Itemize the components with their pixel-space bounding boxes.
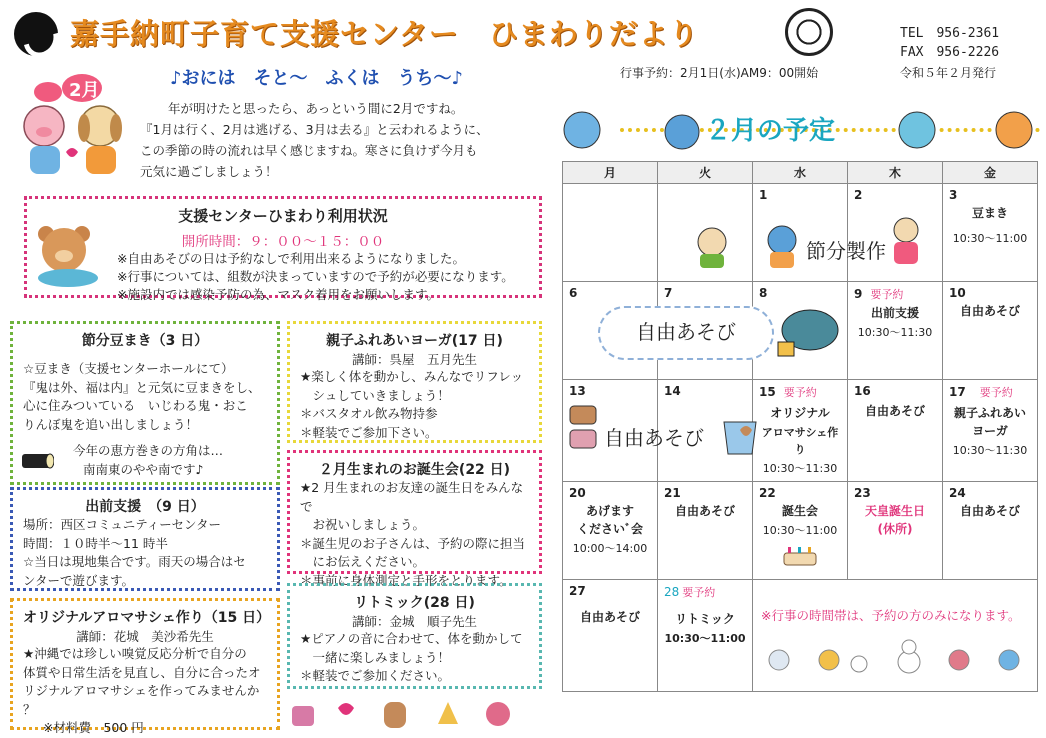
yoga-line: シュしていきましょう！ — [300, 387, 450, 403]
aroma-line: ★沖縄では珍しい嗅覚反応分析で自分の — [23, 646, 247, 661]
day-number: 6 — [569, 286, 578, 300]
day-number: 10 — [949, 286, 966, 300]
outreach-title: 出前支援 （9 日） — [85, 499, 205, 515]
girl-bean-illustration — [880, 214, 934, 274]
day-number: 16 — [854, 384, 871, 398]
event-name: オリジナル — [770, 406, 830, 420]
free-play-bubble: 自由あそび — [598, 306, 774, 360]
setsubun-title: 節分豆まき（3 日） — [81, 333, 209, 349]
event-time: 10:30～11:00 — [952, 232, 1028, 245]
event-name-cont: くださいﾞ会 — [576, 522, 643, 536]
day-number: 3 — [949, 188, 958, 202]
day-number: 27 — [569, 584, 586, 598]
event-name: 自由あそび — [959, 304, 1020, 318]
birthday-line: ＊事前に身体測定と手形をとります。 — [300, 572, 512, 588]
day-number: 28 — [664, 585, 680, 599]
event-time: 10:30～11:30 — [762, 462, 838, 475]
rhythmic-line: ★ピアノの音に合わせて、体を動かして — [300, 631, 523, 646]
event-name: 自由あそび — [579, 610, 640, 624]
reservation-start: 行事予約：2月1日(水)AM9：00開始 — [620, 66, 819, 80]
subtitle: ♪おには そと～ ふくは うち～♪ — [170, 68, 463, 89]
calendar-day-28 — [658, 580, 753, 692]
event-name: 誕生会 — [781, 504, 818, 518]
center-emblem-icon — [785, 8, 833, 56]
aroma-line: リジナルアロマサシェを作ってみませんか — [23, 683, 260, 698]
yoga-line: ＊バスタオル飲み物持参 — [300, 406, 438, 421]
calendar-day-23 — [848, 482, 943, 580]
outreach-box — [10, 487, 280, 591]
pig-and-dog-illustration — [14, 72, 134, 184]
aroma-box — [10, 598, 280, 735]
free-play-label: 自由あそび — [604, 426, 704, 450]
calendar-day-empty — [563, 184, 658, 282]
calendar-week — [563, 482, 1038, 580]
birthday-line: にお伝えください。 — [300, 554, 426, 569]
calendar-day-21 — [658, 482, 753, 580]
intro-line: 年が明けたと思ったら、あっという間に2月ですね。 — [168, 101, 464, 116]
rhythmic-line: ＊軽装でご参加ください。 — [300, 668, 451, 683]
day-number: 24 — [949, 486, 966, 500]
issue-date: 令和５年２月発行 — [900, 66, 997, 80]
weekday-thursday: 木 — [848, 162, 943, 184]
day-number: 15 — [759, 385, 776, 399]
birthday-box — [287, 450, 542, 588]
aroma-line: 体質や日常生活を見直し、自分に合ったオ — [23, 664, 261, 680]
birthday-line: ★2 月生まれのお友達の誕生日をみんなで — [300, 480, 524, 514]
ehoumaki-direction: 南南東のやや南です♪ — [83, 461, 204, 477]
setsubun-line: りんぼ鬼を追い出しましょう！ — [23, 416, 199, 432]
page-title: 嘉手納町子育て支援センター ひまわりだより — [70, 17, 699, 51]
event-time: 10:30～11:30 — [952, 444, 1028, 457]
bear-illustration — [32, 224, 104, 292]
event-name-cont: アロマサシェ作り — [761, 426, 839, 456]
calendar-footnote-cell — [753, 580, 1038, 692]
event-name: 自由あそび — [674, 504, 735, 518]
rhythmic-title: リトミック(28 日) — [354, 595, 475, 611]
calendar-title: ２月の予定 — [705, 116, 836, 146]
weekday-friday: 金 — [943, 162, 1038, 184]
calendar-day-15 — [753, 380, 848, 482]
day-number: 7 — [664, 286, 673, 300]
aroma-title: オリジナルアロマサシェ作り（15 日） — [23, 610, 271, 626]
outreach-line: 場所：西区コミュニティーセンター — [23, 517, 222, 532]
sweets-decoration — [288, 694, 538, 736]
event-name: あげます — [585, 504, 634, 518]
rhythmic-box — [287, 583, 542, 689]
birthday-title: ２月生まれのお誕生会(22 日) — [318, 462, 511, 478]
ehoumaki-icon — [20, 450, 54, 476]
aroma-teacher: 講師：花城 美沙希先生 — [76, 629, 214, 644]
day-number: 17 — [949, 385, 966, 399]
intro-line: この季節の時の流れは早く感じますね。寒さに負けず今月も — [140, 143, 478, 158]
calendar-day-17 — [943, 380, 1038, 482]
birthday-cake-icon — [759, 543, 841, 570]
tel-number: TEL 956-2361 — [900, 26, 1000, 41]
reservation-required-badge: 要予約 — [979, 386, 1013, 399]
event-name: リトミック — [675, 612, 735, 626]
aroma-line: ？ — [23, 701, 36, 717]
day-number: 14 — [664, 384, 681, 398]
fax-number: FAX 956-2226 — [900, 45, 1000, 60]
setsubun-line: ☆豆まき（支援センターホールにて） — [23, 361, 234, 376]
birthday-line: ＊誕生児のお子さんは、予約の際に担当 — [300, 535, 526, 551]
calendar-day-16 — [848, 380, 943, 482]
day-number: 23 — [854, 486, 871, 500]
yoga-teacher: 講師：呉屋 五月先生 — [351, 352, 477, 367]
snow-play-illustration — [759, 636, 1031, 677]
calendar-day-22 — [753, 482, 848, 580]
holiday-closed: (休所) — [877, 522, 913, 536]
intro-line: 『1月は行く、2月は逃げる、3月は去る』と云われるように、 — [140, 122, 489, 137]
event-name: 自由あそび — [864, 404, 925, 418]
weekday-monday: 月 — [563, 162, 658, 184]
setsubun-line: 『鬼は外、福は内』と元気に豆まきをし、 — [23, 379, 261, 395]
day-number: 9 — [854, 287, 863, 301]
yoga-box — [287, 321, 542, 443]
event-time: 10:30～11:30 — [857, 326, 933, 339]
event-name: 出前支援 — [870, 306, 919, 320]
event-time: 10:30～11:00 — [762, 524, 838, 537]
event-name: 自由あそび — [959, 504, 1020, 518]
reservation-required-badge: 要予約 — [870, 288, 904, 301]
gift-bag-illustration — [718, 406, 762, 460]
weekday-wednesday: 水 — [753, 162, 848, 184]
event-time: 10:00～14:00 — [572, 542, 648, 555]
day-number: 20 — [569, 486, 586, 500]
usage-status-title: 支援センターひまわり利用状況 — [178, 207, 388, 225]
outreach-line: 時間：１０時半～11 時半 — [23, 535, 168, 551]
yoga-line: ＊軽装でご参加下さい。 — [300, 424, 438, 440]
rhythmic-line: 一緒に楽しみましょう！ — [300, 649, 451, 665]
day-number: 8 — [759, 286, 768, 300]
event-time: 10:30～11:00 — [664, 632, 746, 645]
rhythmic-teacher: 講師：金城 順子先生 — [351, 614, 477, 629]
contact-info — [900, 24, 999, 62]
calendar-footnote: ※行事の時間帯は、予約の方のみになります。 — [761, 608, 1021, 623]
status-note: ※施設内では感染予防の為、マスク着用をお願いします。 — [117, 287, 439, 302]
birthday-line: お祝いしましょう。 — [300, 517, 426, 532]
seal-illustration — [772, 300, 842, 368]
outreach-line: ンターで遊びます。 — [23, 572, 135, 588]
setsubun-line: 心に住みついている いじわる鬼・おこ — [23, 398, 248, 413]
calendar-day-20 — [563, 482, 658, 580]
yoga-title: 親子ふれあいヨーガ(17 日) — [326, 333, 503, 349]
opening-hours: 開所時間：９：００～１５：００ — [181, 234, 385, 250]
calendar-day-3 — [943, 184, 1038, 282]
event-name: 親子ふれあい — [953, 406, 1026, 420]
event-name: 豆まき — [971, 206, 1008, 220]
month-badge-text: 2月 — [69, 80, 100, 101]
calendar-day-27 — [563, 580, 658, 692]
weekday-header-row — [563, 162, 1038, 184]
reservation-required-badge: 要予約 — [783, 386, 817, 399]
day-number: 1 — [759, 188, 768, 202]
calendar-week — [563, 580, 1038, 692]
day-number: 21 — [664, 486, 681, 500]
town-logo-icon — [14, 12, 58, 56]
yoga-line: ★楽しく体を動かし、みんなでリフレッ — [300, 369, 524, 384]
status-note: ※行事については、組数が決まっていますので予約が必要になります。 — [117, 269, 514, 284]
day-number: 2 — [854, 188, 863, 202]
weekday-tuesday: 火 — [658, 162, 753, 184]
status-note: ※自由あそびの日は予約なしで利用出来るようになりました。 — [117, 251, 465, 266]
reservation-required-badge: 要予約 — [682, 586, 716, 599]
intro-text — [140, 98, 520, 182]
aroma-fee: ※材料費 500 円 — [43, 720, 144, 735]
outreach-line: ☆当日は現地集合です。雨天の場合はセ — [23, 554, 246, 569]
setsubun-craft-label: 節分製作 — [806, 239, 886, 263]
cupcakes-illustration — [564, 400, 604, 460]
event-name-cont: ヨーガ — [972, 424, 1008, 438]
oni-kid-illustration — [690, 222, 840, 274]
calendar-day-10 — [943, 282, 1038, 380]
holiday-name: 天皇誕生日 — [864, 504, 925, 518]
intro-line: 元気に過ごしましょう！ — [140, 164, 278, 179]
ehoumaki-direction-label: 今年の恵方巻きの方角は… — [73, 443, 224, 458]
calendar-day-24 — [943, 482, 1038, 580]
day-number: 13 — [569, 384, 586, 398]
day-number: 22 — [759, 486, 776, 500]
calendar-day-9 — [848, 282, 943, 380]
